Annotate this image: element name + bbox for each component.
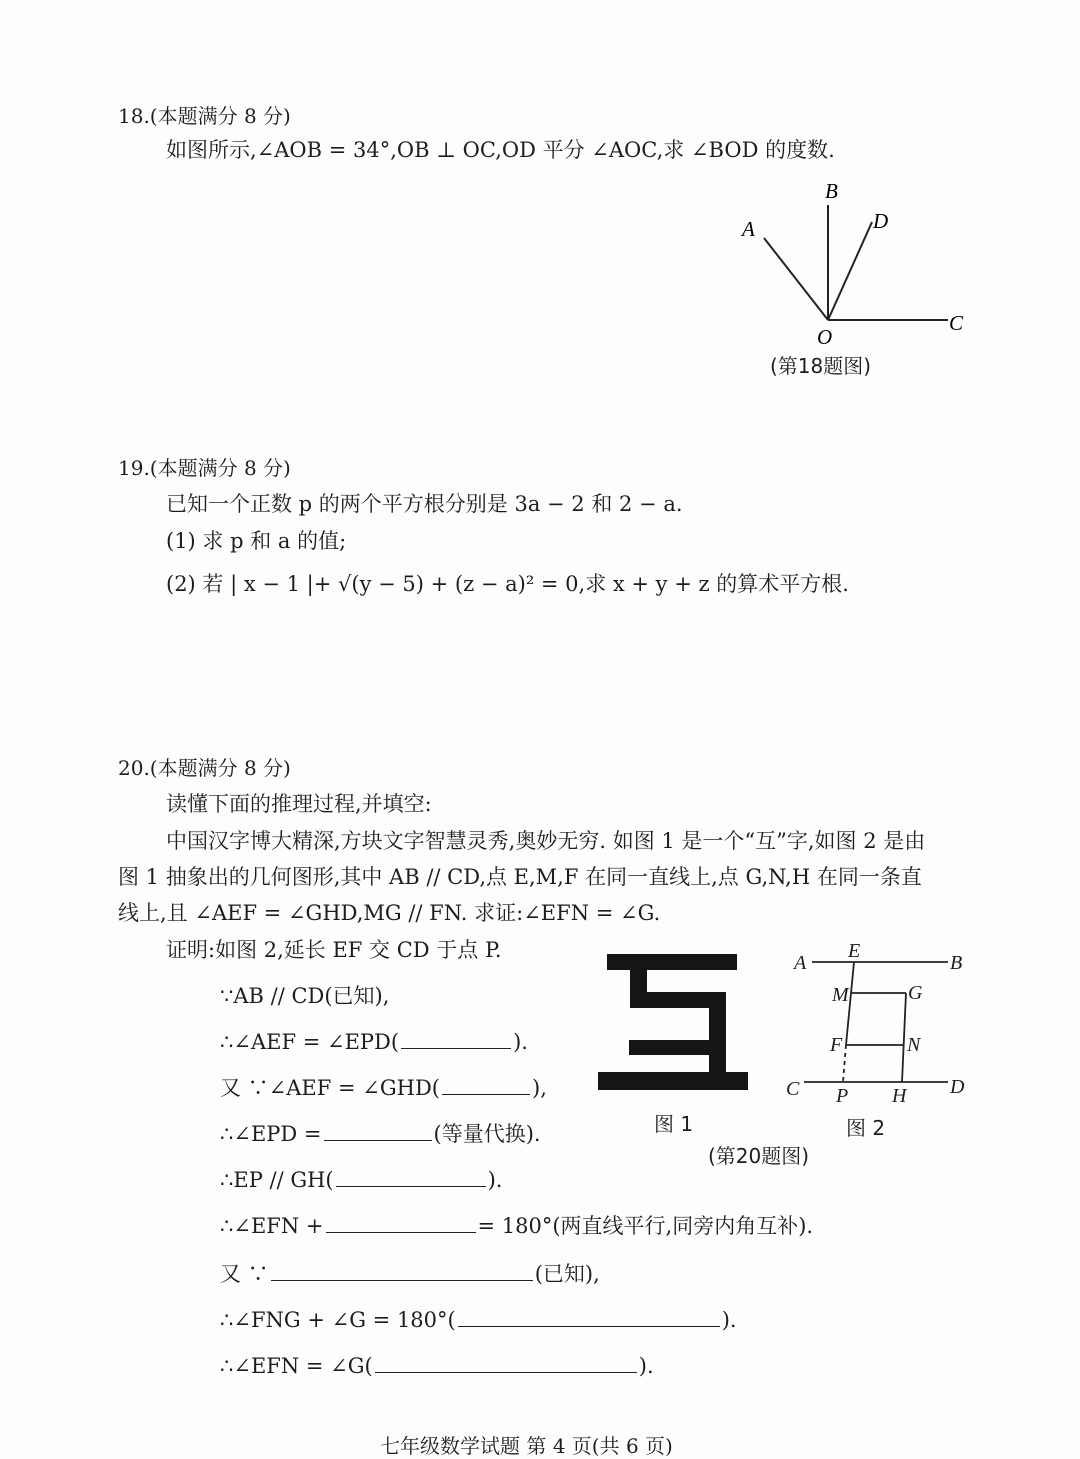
segment-fp-dashed — [843, 1045, 846, 1082]
step-text-end: ). — [487, 1168, 503, 1192]
q20-fig2-label: 图 2 — [846, 1116, 886, 1140]
q19-part2: (2) 若 | x − 1 |+ √(y − 5) + (z − a)² = 0,求 x + y + z 的算术平方根. — [166, 572, 849, 596]
point-label-b: B — [950, 952, 963, 974]
proof-step-7 — [220, 1260, 600, 1288]
point-label-h: H — [892, 1085, 907, 1107]
q20-header: 20.(本题满分 8 分) — [118, 756, 291, 780]
point-label-g: G — [908, 982, 923, 1004]
step-text-end: (已知), — [534, 1262, 600, 1286]
label-a: A — [742, 217, 755, 241]
label-o: O — [817, 325, 833, 349]
step-text: ∴∠EFN = ∠G( — [220, 1354, 373, 1378]
step-text: ∴∠EPD = — [220, 1122, 322, 1146]
point-label-p: P — [836, 1085, 849, 1107]
q18-header: 18.(本题满分 8 分) — [118, 104, 291, 128]
answer-blank[interactable] — [271, 1260, 533, 1281]
step-text-end: ). — [721, 1308, 737, 1332]
step-text: ∴∠FNG + ∠G = 180°( — [220, 1308, 456, 1332]
q20-proof-intro: 证明:如图 2,延长 EF 交 CD 于点 P. — [166, 938, 502, 962]
q20-fig1-label: 图 1 — [654, 1112, 694, 1136]
ray-oa — [764, 238, 828, 320]
q19-intro: 已知一个正数 p 的两个平方根分别是 3a − 2 和 2 − a. — [166, 492, 683, 516]
q20-para-line2: 图 1 抽象出的几何图形,其中 AB // CD,点 E,M,F 在同一直线上,点 G,N,H 在同一条直 — [118, 865, 922, 889]
step-text: ∴∠AEF = ∠EPD( — [220, 1030, 400, 1054]
label-c: C — [949, 311, 964, 335]
proof-step-4 — [220, 1120, 541, 1148]
label-b: B — [825, 179, 838, 203]
step-text-end: ). — [513, 1030, 528, 1054]
proof-step-2 — [220, 1028, 528, 1056]
segment-gh — [902, 993, 906, 1082]
point-label-d: D — [950, 1076, 965, 1098]
proof-step-5 — [220, 1166, 502, 1194]
point-label-e: E — [848, 940, 861, 962]
step-text: ∴EP // GH( — [220, 1168, 334, 1192]
step-text: ∵AB // CD(已知), — [220, 984, 390, 1008]
step-text: 又 ∵∠AEF = ∠GHD( — [220, 1076, 440, 1100]
answer-blank[interactable] — [442, 1074, 530, 1095]
ray-od — [828, 222, 872, 320]
label-d: D — [873, 209, 889, 233]
page-footer: 七年级数学试题 第 4 页(共 6 页) — [380, 1434, 673, 1458]
answer-blank[interactable] — [336, 1166, 486, 1187]
q20-instruction: 读懂下面的推理过程,并填空: — [166, 792, 432, 816]
step-text: 又 ∵ — [220, 1262, 269, 1286]
q19-part1: (1) 求 p 和 a 的值; — [166, 529, 347, 553]
q20-fig1 — [595, 948, 755, 1098]
proof-step-6 — [220, 1212, 813, 1240]
q19-header: 19.(本题满分 8 分) — [118, 456, 291, 480]
point-label-n: N — [907, 1034, 921, 1056]
proof-step-8 — [220, 1306, 737, 1334]
q20-para-line1: 中国汉字博大精深,方块文字智慧灵秀,奥妙无穷. 如图 1 是一个“互”字,如图 2 是由 — [166, 829, 926, 853]
q20-fig2 — [780, 935, 980, 1115]
step-text-end: ). — [638, 1354, 654, 1378]
answer-blank[interactable] — [326, 1212, 476, 1233]
step-text-end: (等量代换). — [433, 1122, 541, 1146]
step-text-end: = 180°(两直线平行,同旁内角互补). — [477, 1214, 814, 1238]
step-text: ∴∠EFN + — [220, 1214, 324, 1238]
point-label-m: M — [832, 984, 849, 1006]
q18-body: 如图所示,∠AOB = 34°,OB ⊥ OC,OD 平分 ∠AOC,求 ∠BOD 的度数. — [166, 138, 835, 162]
q20-caption: (第20题图) — [708, 1144, 810, 1168]
point-label-f: F — [830, 1034, 843, 1056]
point-label-c: C — [786, 1078, 800, 1100]
answer-blank[interactable] — [401, 1028, 511, 1049]
proof-step-9 — [220, 1352, 654, 1380]
proof-step-1 — [220, 982, 389, 1010]
proof-step-3 — [220, 1074, 547, 1102]
hu-character-glyph — [598, 954, 748, 1090]
point-label-a: A — [794, 952, 807, 974]
q20-para-line3: 线上,且 ∠AEF = ∠GHD,MG // FN. 求证:∠EFN = ∠G. — [118, 901, 661, 925]
step-text-end: ), — [532, 1076, 547, 1100]
q18-caption: (第18题图) — [770, 354, 872, 378]
answer-blank[interactable] — [375, 1352, 637, 1373]
answer-blank[interactable] — [324, 1120, 432, 1141]
answer-blank[interactable] — [458, 1306, 720, 1327]
